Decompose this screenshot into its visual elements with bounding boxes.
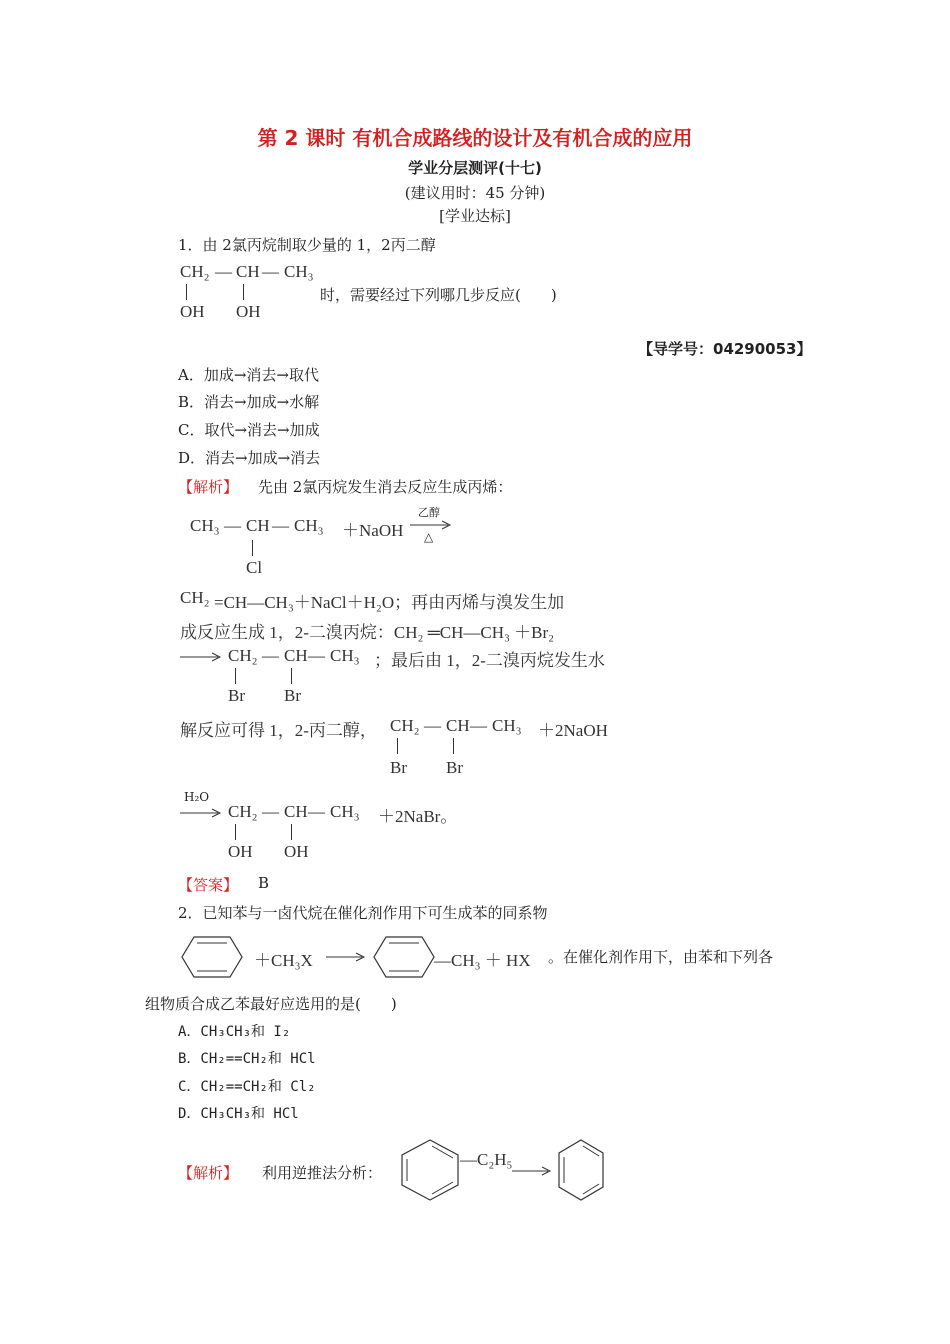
chem-dash: — bbox=[308, 802, 325, 821]
chem-ch: CH bbox=[246, 516, 270, 535]
bond-line bbox=[186, 284, 187, 300]
chem-ch3: CH₃ bbox=[492, 716, 522, 735]
bond-line bbox=[397, 738, 398, 754]
chem-ch3: CH₃ bbox=[190, 516, 220, 535]
chem-ch2: CH₂ bbox=[228, 802, 258, 821]
chem-oh: OH bbox=[236, 302, 261, 321]
chem-dash: — bbox=[308, 646, 325, 665]
chem-br: Br bbox=[390, 758, 407, 777]
q2-option-a[interactable]: A．CH₃CH₃和 I₂ bbox=[178, 1024, 291, 1040]
chem-ch3: CH₃ bbox=[330, 646, 360, 665]
bond-line bbox=[243, 284, 244, 300]
ethyl-group: —C₂H₅ bbox=[460, 1150, 513, 1169]
chem-dash: — bbox=[224, 516, 241, 535]
chem-oh: OH bbox=[284, 842, 309, 861]
chem-ch2: CH₂ bbox=[180, 262, 210, 281]
chem-oh: OH bbox=[228, 842, 253, 861]
reaction-arrow bbox=[326, 952, 366, 962]
bond-line bbox=[453, 738, 454, 754]
q2-stem-cont: 。在催化剂作用下，由苯和下列各 bbox=[548, 948, 774, 966]
reaction-arrow bbox=[180, 808, 222, 818]
plus-2naoh: ＋2NaOH bbox=[538, 721, 608, 740]
chem-cl: Cl bbox=[246, 558, 263, 577]
chem-ch2: CH₂ bbox=[390, 716, 420, 735]
q2-stem-end: 组物质合成乙苯最好应选用的是( ) bbox=[145, 995, 397, 1013]
bond-line bbox=[252, 540, 253, 556]
chem-dash: — bbox=[424, 716, 441, 735]
h2o-label: H₂O bbox=[184, 790, 210, 804]
q1-analysis-1: 先由 2氯丙烷发生消去反应生成丙烯： bbox=[258, 478, 513, 496]
q1-answer: B bbox=[258, 874, 270, 892]
page-title: 第 2 课时 有机合成路线的设计及有机合成的应用 bbox=[257, 126, 693, 150]
plus-2nabr: ＋2NaBr。 bbox=[378, 807, 458, 826]
reaction-arrow bbox=[180, 652, 222, 662]
benzene-ring-icon bbox=[372, 935, 436, 979]
chem-ch2: CH₂ bbox=[228, 646, 258, 665]
plus-naoh: ＋NaOH bbox=[342, 521, 404, 540]
chem-ch: CH bbox=[284, 646, 308, 665]
q1-stem-end: 时，需要经过下列哪几步反应( ) bbox=[320, 286, 557, 304]
reagent-label: 乙醇 bbox=[418, 506, 440, 519]
q2-option-d[interactable]: D．CH₃CH₃和 HCl bbox=[178, 1106, 299, 1122]
chem-ch3: CH₃ bbox=[294, 516, 324, 535]
chem-ch: CH bbox=[284, 802, 308, 821]
eq-plus-ch3x: ＋CH₃X bbox=[254, 951, 313, 970]
guide-number: 【导学号：04290053】 bbox=[638, 340, 812, 358]
analysis-line-c: ；最后由 1，2-二溴丙烷发生水 bbox=[374, 651, 605, 670]
analysis-line-b: 成反应生成 1，2-二溴丙烷：CH₂ ═CH—CH₃ ＋Br₂ bbox=[180, 623, 555, 642]
time-note: (建议用时：45 分钟) bbox=[404, 184, 546, 202]
eq-tail: —CH₃ ＋ HX bbox=[434, 951, 531, 970]
section-label: [学业达标] bbox=[439, 207, 511, 225]
heat-symbol: △ bbox=[424, 530, 434, 544]
bond-line bbox=[291, 824, 292, 840]
chem-dash: — bbox=[272, 516, 289, 535]
reaction-arrow bbox=[512, 1166, 552, 1176]
benzene-ring-icon bbox=[556, 1138, 606, 1202]
chem-dash: — bbox=[262, 802, 279, 821]
q1-stem: 1．由 2氯丙烷制取少量的 1，2丙二醇 bbox=[178, 236, 436, 254]
q2-analysis-1: 利用逆推法分析： bbox=[262, 1164, 383, 1182]
page-subtitle: 学业分层测评(十七) bbox=[408, 159, 542, 177]
chem-ch3: CH₃ bbox=[330, 802, 360, 821]
bond-line bbox=[235, 824, 236, 840]
q2-stem: 2．已知苯与一卤代烷在催化剂作用下可生成苯的同系物 bbox=[178, 904, 548, 922]
q1-analysis-tag: 【解析】 bbox=[178, 478, 239, 496]
chem-br: Br bbox=[446, 758, 463, 777]
chem-br: Br bbox=[228, 686, 245, 705]
bond-line bbox=[291, 668, 292, 684]
q1-option-a[interactable]: A．加成→消去→取代 bbox=[178, 366, 319, 384]
chem-dash: — bbox=[262, 262, 279, 281]
q1-option-b[interactable]: B．消去→加成→水解 bbox=[178, 393, 320, 411]
q2-option-c[interactable]: C．CH₂==CH₂和 Cl₂ bbox=[178, 1079, 316, 1095]
q2-option-b[interactable]: B．CH₂==CH₂和 HCl bbox=[178, 1051, 316, 1067]
chem-ch3: CH₃ bbox=[284, 262, 314, 281]
chem-ch2: CH₂ bbox=[180, 588, 210, 607]
chem-ch: CH bbox=[236, 262, 260, 281]
bond-line bbox=[235, 668, 236, 684]
benzene-ring-icon bbox=[398, 1138, 462, 1202]
chem-ch: CH bbox=[446, 716, 470, 735]
chem-oh: OH bbox=[180, 302, 205, 321]
chem-br: Br bbox=[284, 686, 301, 705]
q1-option-d[interactable]: D．消去→加成→消去 bbox=[178, 449, 321, 467]
reaction-arrow bbox=[410, 520, 452, 530]
q1-option-c[interactable]: C．取代→消去→加成 bbox=[178, 421, 320, 439]
benzene-ring-icon bbox=[180, 935, 244, 979]
analysis-line-d: 解反应可得 1，2-丙二醇， bbox=[180, 721, 377, 740]
chem-dash: — bbox=[215, 262, 232, 281]
chem-dash: — bbox=[470, 716, 487, 735]
q2-analysis-tag: 【解析】 bbox=[178, 1164, 239, 1182]
analysis-line-a: =CH—CH₃＋NaCl＋H₂O；再由丙烯与溴发生加 bbox=[214, 593, 565, 612]
q1-answer-tag: 【答案】 bbox=[178, 876, 239, 894]
chem-dash: — bbox=[262, 646, 279, 665]
